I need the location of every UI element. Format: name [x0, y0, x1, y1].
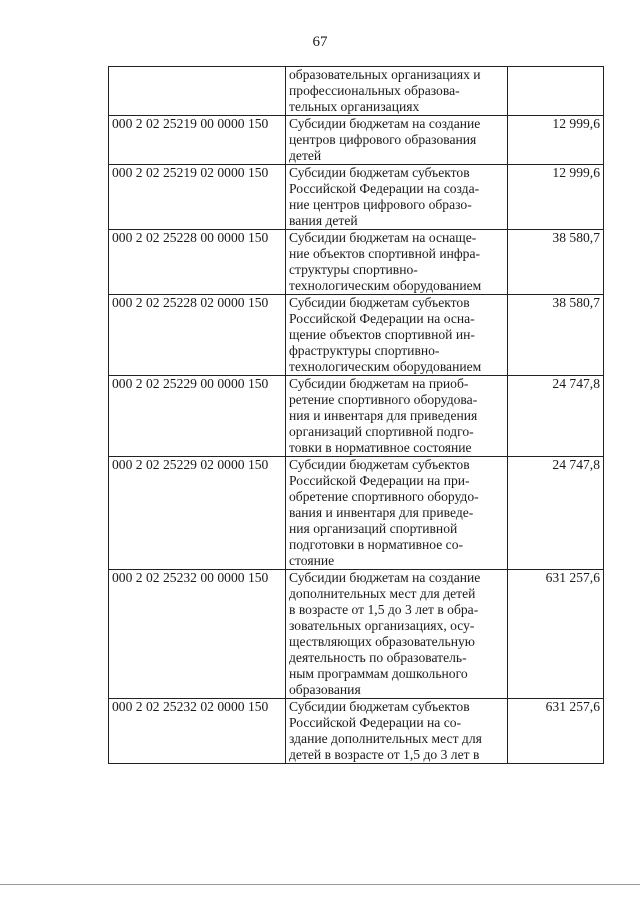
page-bottom-rule [0, 884, 640, 885]
description-line: детей [289, 148, 322, 163]
description-cell [286, 230, 508, 295]
table-row [109, 67, 604, 116]
description-line: технологическим оборудованием [289, 278, 482, 293]
description-line: вания детей [289, 213, 358, 228]
amount-cell: 12 999,6 [508, 165, 604, 230]
amount-cell: 38 580,7 [508, 230, 604, 295]
description-line: ния и инвентаря для приведения [289, 408, 478, 423]
description-line: ние объектов спортивной инфра- [289, 246, 481, 261]
table-row [109, 165, 604, 230]
budget-code-cell: 000 2 02 25229 02 0000 150 [109, 457, 286, 570]
description-line: Субсидии бюджетам на оснаще- [289, 230, 477, 245]
budget-code-cell: 000 2 02 25229 00 0000 150 [109, 376, 286, 457]
page-number: 67 [312, 34, 328, 50]
table-row [109, 116, 604, 165]
description-line: Субсидии бюджетам на создание [289, 116, 481, 131]
amount-cell: 631 257,6 [508, 570, 604, 699]
description-line: детей в возрасте от 1,5 до 3 лет в [289, 747, 480, 762]
description-cell [286, 570, 508, 699]
budget-table [108, 66, 604, 764]
amount-cell: 38 580,7 [508, 295, 604, 376]
description-line: тельных организациях [289, 99, 420, 114]
description-line: технологическим оборудованием [289, 359, 482, 374]
description-line: профессиональных образова- [289, 83, 460, 98]
budget-table-body [109, 67, 604, 764]
description-line: стояние [289, 553, 335, 568]
description-line: Субсидии бюджетам субъектов [289, 457, 470, 472]
amount-cell [508, 67, 604, 116]
description-line: щение объектов спортивной ин- [289, 327, 475, 342]
description-line: образования [289, 682, 361, 697]
amount-cell: 24 747,8 [508, 376, 604, 457]
description-line: Субсидии бюджетам субъектов [289, 295, 470, 310]
description-line: ние центров цифрового образо- [289, 197, 472, 212]
description-cell [286, 457, 508, 570]
table-row [109, 699, 604, 764]
table-row [109, 457, 604, 570]
description-line: товки в нормативное состояние [289, 440, 472, 455]
description-cell [286, 376, 508, 457]
amount-cell: 631 257,6 [508, 699, 604, 764]
description-line: ретение спортивного оборудова- [289, 392, 478, 407]
description-line: организаций спортивной подго- [289, 424, 474, 439]
budget-code-cell [109, 67, 286, 116]
description-cell [286, 116, 508, 165]
description-line: Субсидии бюджетам субъектов [289, 699, 470, 714]
description-line: Субсидии бюджетам субъектов [289, 165, 470, 180]
description-line: ния организаций спортивной [289, 521, 458, 536]
description-line: ществляющих образовательную [289, 634, 475, 649]
amount-cell: 24 747,8 [508, 457, 604, 570]
description-line: обретение спортивного оборудо- [289, 489, 479, 504]
description-line: зовательных организациях, осу- [289, 618, 475, 633]
description-line: Российской Федерации на при- [289, 473, 470, 488]
budget-code-cell: 000 2 02 25232 00 0000 150 [109, 570, 286, 699]
amount-cell: 12 999,6 [508, 116, 604, 165]
description-line: в возрасте от 1,5 до 3 лет в обра- [289, 602, 479, 617]
budget-code-cell: 000 2 02 25219 00 0000 150 [109, 116, 286, 165]
budget-code-cell: 000 2 02 25232 02 0000 150 [109, 699, 286, 764]
table-row [109, 570, 604, 699]
description-line: вания и инвентаря для приведе- [289, 505, 474, 520]
table-row [109, 295, 604, 376]
description-line: Субсидии бюджетам на создание [289, 570, 481, 585]
table-row [109, 230, 604, 295]
description-line: подготовки в нормативное со- [289, 537, 464, 552]
description-line: ным программам дошкольного [289, 666, 468, 681]
description-line: здание дополнительных мест для [289, 731, 482, 746]
description-line: Российской Федерации на со- [289, 715, 462, 730]
description-line: фраструктуры спортивно- [289, 343, 440, 358]
description-cell [286, 165, 508, 230]
description-cell [286, 295, 508, 376]
budget-code-cell: 000 2 02 25228 02 0000 150 [109, 295, 286, 376]
table-row [109, 376, 604, 457]
description-cell [286, 67, 508, 116]
description-line: дополнительных мест для детей [289, 586, 476, 601]
budget-code-cell: 000 2 02 25228 00 0000 150 [109, 230, 286, 295]
description-line: Субсидии бюджетам на приоб- [289, 376, 469, 391]
description-line: структуры спортивно- [289, 262, 418, 277]
description-line: образовательных организациях и [289, 67, 481, 82]
budget-code-cell: 000 2 02 25219 02 0000 150 [109, 165, 286, 230]
description-cell [286, 699, 508, 764]
description-line: Российской Федерации на созда- [289, 181, 480, 196]
description-line: деятельность по образователь- [289, 650, 467, 665]
description-line: центров цифрового образования [289, 132, 477, 147]
description-line: Российской Федерации на осна- [289, 311, 475, 326]
